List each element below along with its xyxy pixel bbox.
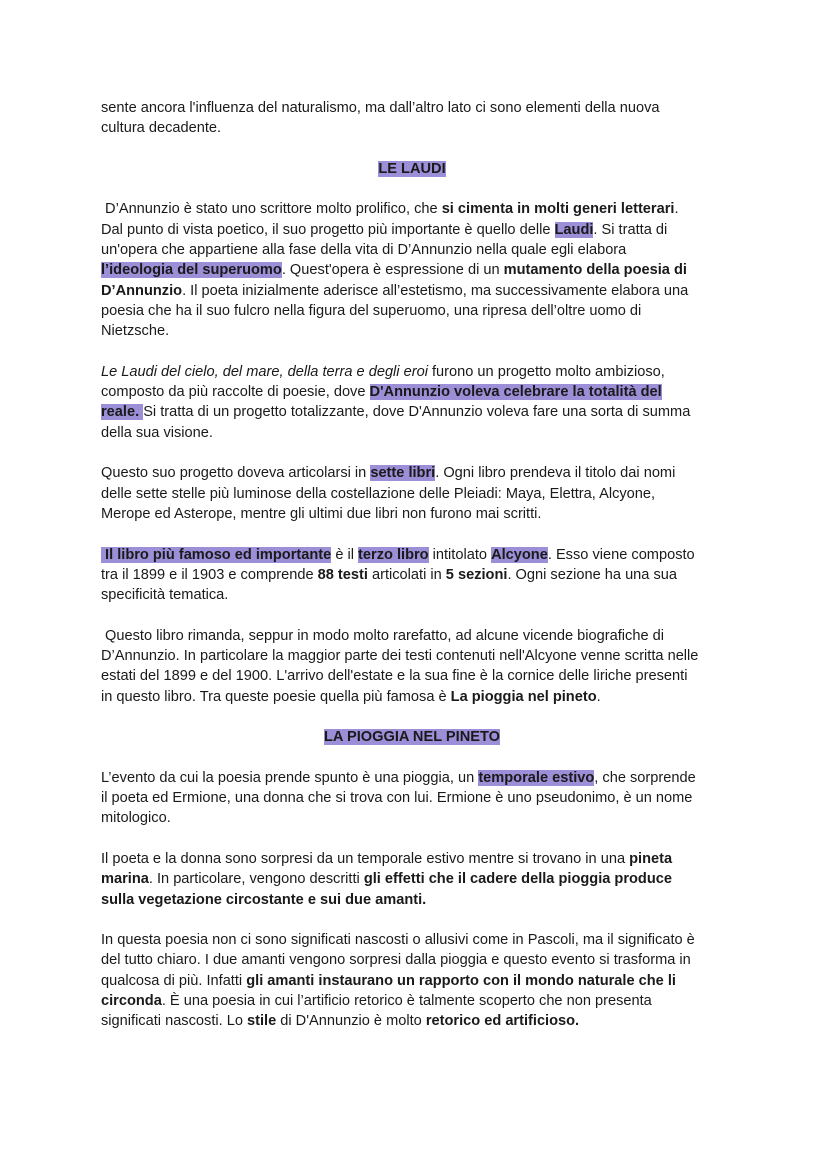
paragraph [101,199,741,341]
text-line [101,301,741,321]
text-line [101,869,741,889]
text-run: Merope ed Asterope, mentre gli ultimi due libri non furono mai scritti. [101,505,542,522]
text-run: Il poeta e la donna sono sorpresi da un temporale estivo mentre si trovano in una [101,850,630,867]
highlighted-text: sette libri [370,465,436,482]
text-run: qualcosa di più. Infatti [101,972,247,989]
bold-text: gli effetti che il cadere della pioggia produce [363,871,672,888]
paragraph [101,463,741,524]
text-line [101,930,741,950]
highlighted-text: Alcyone [491,546,548,563]
text-line [101,382,741,402]
text-line [101,565,741,585]
text-line [101,281,741,301]
bold-text: 5 sezioni [445,566,508,583]
paragraph [101,849,741,910]
text-line [101,98,741,118]
bold-text: circonda [101,993,162,1010]
text-line [101,585,741,605]
text-run: significati nascosti. Lo [101,1013,248,1030]
bold-text: mutamento della poesia di [503,262,687,279]
bold-text: pineta [629,850,673,867]
text-run: poesia che ha il suo fulcro nella figura del superuomo, una ripresa dell’oltre uomo di [101,302,642,319]
highlighted-text: temporale estivo [478,769,595,786]
text-run: D’Annunzio. In particolare la maggior parte dei testi contenuti nell'Alcyone venne scritta nelle [101,648,699,665]
section-heading [101,159,741,179]
text-run: . È una poesia in cui l’artificio retorico è talmente scoperto che non presenta [161,993,652,1010]
bold-text: gli amanti instaurano un rapporto con il mondo naturale che li [246,972,676,989]
text-line [101,260,741,280]
text-line [101,768,741,788]
text-run: . Si tratta di [593,221,668,238]
bold-text: D’Annunzio [101,282,183,299]
bold-text: 88 testi [317,566,368,583]
text-run: è il [331,546,359,563]
paragraph [101,362,741,443]
text-line [101,240,741,260]
text-line [101,118,741,138]
bold-text: La pioggia nel pineto [450,688,597,705]
text-run: delle sette stelle più luminose della costellazione delle Pleiadi: Maya, Elettra, Alcyone, [101,485,656,502]
text-run: . In particolare, vengono descritti [148,871,364,888]
text-run: furono un progetto molto ambizioso, [427,363,665,380]
text-line [101,646,741,666]
document-page [101,98,741,1052]
text-run: estati del 1899 e del 1900. L'arrivo dell'estate e la sua fine è la cornice delle liriche presenti [101,668,688,685]
text-run: di D'Annunzio è molto [276,1013,426,1030]
text-run: . Ogni sezione ha una sua [507,566,678,583]
text-line [101,423,741,443]
highlighted-text: l’ideologia del superuomo [101,262,282,279]
text-line [101,484,741,504]
highlighted-text: Il libro più famoso ed importante [101,546,332,563]
bold-text: retorico ed artificioso. [425,1013,580,1030]
text-run: Si tratta di un progetto totalizzante, dove D'Annunzio voleva fare una sorta di summa [143,404,691,421]
section-heading [101,727,741,747]
section-heading-text: LE LAUDI [378,160,446,177]
highlighted-text: terzo libro [358,546,429,563]
text-run: , che sorprende [594,769,696,786]
bold-text: si cimenta in molti generi letterari [441,201,675,218]
text-line [101,890,741,910]
text-run: . Quest'opera è espressione di un [281,262,504,279]
text-run: intitolato [428,546,492,563]
italic-text: Le Laudi del cielo, del mare, della terra e degli eroi [101,363,428,380]
text-run: Questo suo progetto doveva articolarsi in [101,465,371,482]
text-line [101,362,741,382]
text-run: del tutto chiaro. I due amanti vengono sorpresi dalla pioggia e questo evento si trasforma in [101,952,691,969]
text-line [101,991,741,1011]
text-line [101,545,741,565]
section-heading-text: LA PIOGGIA NEL PINETO [324,729,500,746]
highlighted-text: Laudi [554,221,594,238]
text-line [101,199,741,219]
paragraph [101,545,741,606]
paragraph [101,626,741,707]
highlighted-text: reale. [101,404,144,421]
text-line [101,971,741,991]
text-line [101,402,741,422]
text-line [101,504,741,524]
text-line [101,220,741,240]
text-run: Questo libro rimanda, seppur in modo molto rarefatto, ad alcune vicende biografiche di [101,627,664,644]
text-run: D’Annunzio è stato uno scrittore molto prolifico, che [101,201,442,218]
text-line [101,321,741,341]
text-line [101,950,741,970]
text-line [101,788,741,808]
paragraph [101,98,741,139]
text-run: in questo libro. Tra queste poesie quella più famosa è [101,688,451,705]
text-run: L’evento da cui la poesia prende spunto è una pioggia, un [101,769,479,786]
text-run: il poeta ed Ermione, una donna che si trova con lui. Ermione è uno pseudonimo, è un nome [101,790,693,807]
text-run: un'opera che appartiene alla fase della vita di D’Annunzio nella quale egli elabora [101,242,627,259]
text-line [101,1011,741,1031]
text-run: Nietzsche. [101,323,170,340]
text-run: In questa poesia non ci sono significati nascosti o allusivi come in Pascoli, ma il significato è [101,932,695,949]
text-line [101,687,741,707]
paragraph [101,930,741,1031]
highlighted-text: D'Annunzio voleva celebrare la totalità del [369,384,662,401]
text-line [101,463,741,483]
text-run: della sua visione. [101,424,213,441]
text-line [101,666,741,686]
text-line [101,626,741,646]
text-run: specificità tematica. [101,587,229,604]
bold-text: stile [247,1013,277,1030]
text-run: cultura decadente. [101,120,222,137]
text-run: . [596,688,601,705]
text-run: . Ogni libro prendeva il titolo dai nomi [435,465,676,482]
text-run: Dal punto di vista poetico, il suo progetto più importante è quello delle [101,221,555,238]
bold-text: marina [101,871,149,888]
text-run: . Il poeta inizialmente aderisce all’estetismo, ma successivamente elabora una [182,282,689,299]
text-run: composto da più raccolte di poesie, dove [101,384,370,401]
text-run: tra il 1899 e il 1903 e comprende [101,566,318,583]
text-line [101,808,741,828]
text-run: mitologico. [101,810,171,827]
text-run: . [674,201,679,218]
text-run: sente ancora l'influenza del naturalismo, ma dall’altro lato ci sono elementi della nuova [101,100,660,116]
text-run: articolati in [367,566,446,583]
bold-text: sulla vegetazione circostante e sui due amanti. [101,891,427,908]
text-run: . Esso viene composto [547,546,695,563]
paragraph [101,768,741,829]
text-line [101,849,741,869]
